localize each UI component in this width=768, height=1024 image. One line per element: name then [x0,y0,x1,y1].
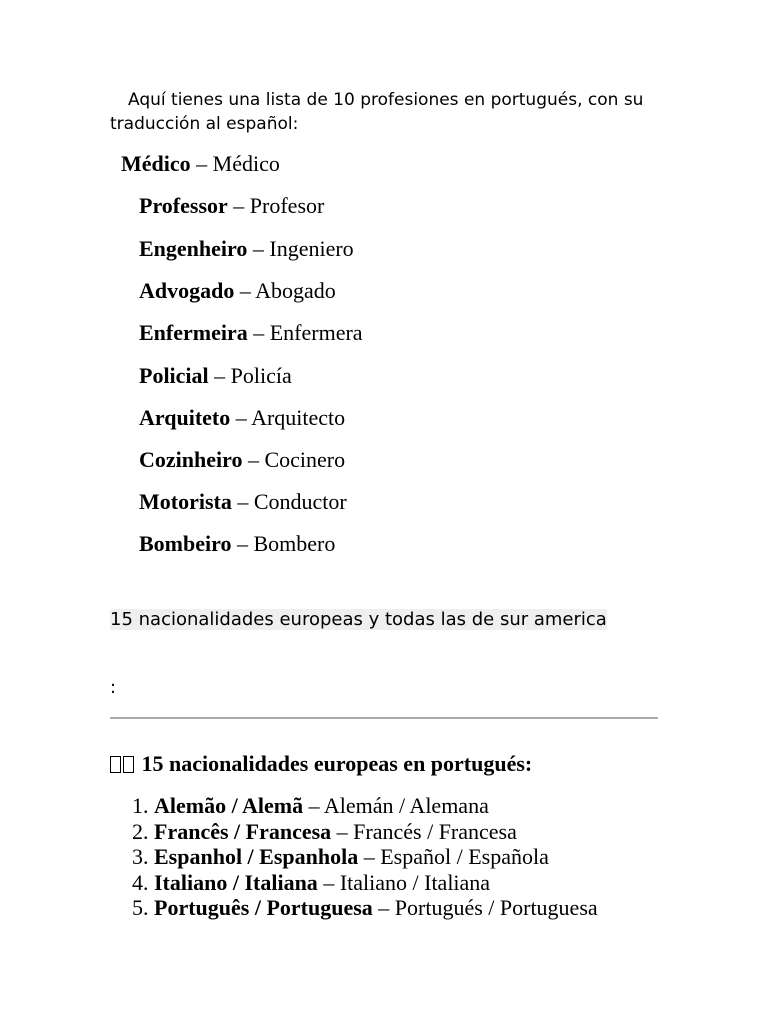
profession-pt: Engenheiro [139,236,248,261]
nationality-es: Alemán / Alemana [323,793,489,818]
flag-icon [110,751,136,776]
nationality-item [132,895,598,921]
separator: – [227,193,250,218]
separator: – [190,151,213,176]
nationality-es: Portugués / Portuguesa [394,895,598,920]
profession-pt: Cozinheiro [139,447,243,472]
profession-es: Profesor [249,193,325,218]
separator: – [242,447,265,472]
profession-pt: Médico [121,151,191,176]
separator: – [247,236,270,261]
profession-pt: Advogado [139,278,235,303]
separator: – [231,531,254,556]
profession-es: Médico [212,151,280,176]
list-number: 4. [132,869,149,895]
list-number: 1. [132,793,149,818]
profession-pt: Bombeiro [139,531,232,556]
separator: – [358,844,381,869]
profession-pt: Enfermeira [139,320,248,345]
list-number: 2. [132,818,149,844]
nationality-pt: Português / Portuguesa [154,895,373,920]
profession-pt: Professor [139,193,228,218]
nationality-es: Italiano / Italiana [339,869,491,895]
profession-item [139,277,336,305]
separator: – [247,320,270,345]
profession-item [139,404,345,432]
profession-item [139,319,363,347]
nationality-item [132,819,598,845]
separator: – [230,405,252,430]
list-number: 3. [132,844,149,869]
list-number: 5. [132,895,149,920]
separator: – [208,363,231,388]
profession-pt: Arquiteto [139,405,231,430]
nationality-item [132,870,598,896]
profession-es: Enfermera [269,320,363,345]
profession-item [139,362,292,390]
profession-pt: Policial [139,363,209,388]
colon-line: : [110,677,117,698]
profession-item [139,235,354,263]
nationality-item [132,793,598,819]
profession-item [139,192,324,220]
profession-item [139,488,347,516]
separator: – [372,895,395,920]
nationality-item [132,844,598,870]
profession-es: Arquitecto [251,405,346,430]
profession-es: Conductor [253,489,347,514]
separator: – [231,489,254,514]
nationality-pt: Espanhol / Espanhola [154,844,359,869]
profession-es: Bombero [253,531,336,556]
nationality-pt: Italiano / Italiana [154,869,318,895]
separator: – [317,869,340,895]
profession-item [121,150,280,178]
nationality-pt: Alemão / Alemã [154,793,304,818]
separator: – [303,793,324,818]
horizontal-divider [110,717,658,719]
profession-es: Abogado [255,278,336,303]
intro-paragraph: Aquí tienes una lista de 10 profesiones en portugués, con su traducción al español: [110,90,644,134]
user-prompt-text: 15 nacionalidades europeas y todas las de sur america [110,609,607,630]
profession-es: Policía [230,363,292,388]
section-heading [110,750,532,778]
profession-es: Ingeniero [269,236,354,261]
profession-pt: Motorista [139,489,232,514]
separator: – [331,818,354,844]
section-heading-text: 15 nacionalidades europeas en portugués: [141,751,533,776]
nationality-es: Francés / Francesa [353,818,517,844]
nationality-es: Español / Española [380,844,549,869]
nationality-pt: Francês / Francesa [154,818,332,844]
nationalities-list [132,793,598,921]
profession-item [139,530,335,558]
separator: – [234,278,256,303]
profession-item [139,446,345,474]
profession-es: Cocinero [264,447,346,472]
user-prompt [110,607,630,632]
